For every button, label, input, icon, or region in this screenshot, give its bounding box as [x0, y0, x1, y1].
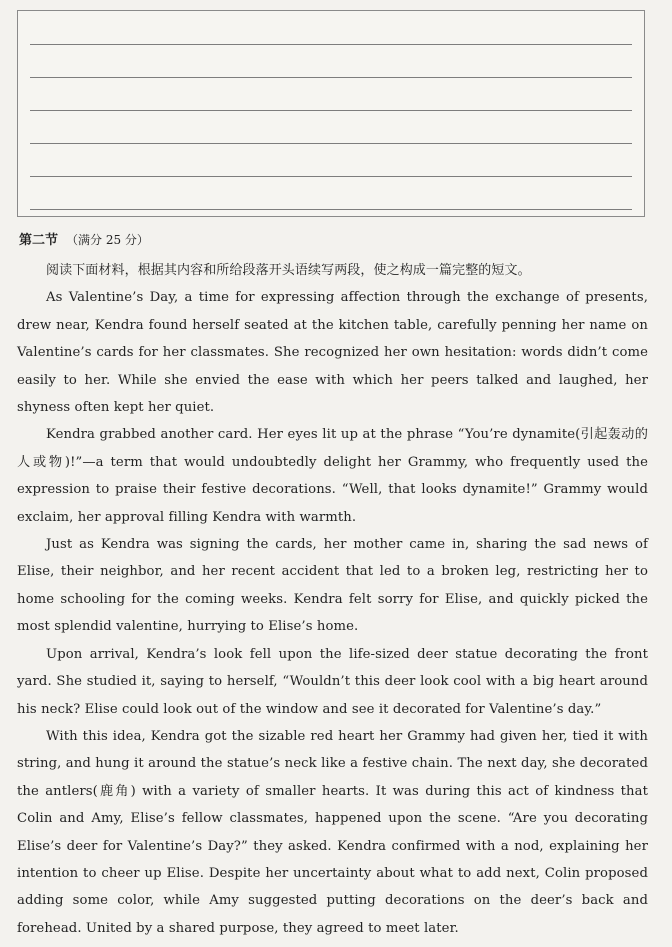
passage-paragraph-5: With this idea, Kendra got the sizable red heart her Grammy had given her, tied it with string, and hung it around the statue’s neck like a festive chain. The next day, she decorated the antlers(鹿角) with a variety of smaller hearts. It was during this act of kindness that Colin and Amy, Elise’s fellow classmates, happened upon the scene. “Are you decorating Elise’s deer for Valentine’s Day?” they asked. Kendra confirmed with a nod, explaining her intention to cheer up Elise. Despite her uncertainty about what to add next, Colin proposed adding some color, while Amy suggested putting decorations on the deer’s back and forehead. United by a shared purpose, they agreed to meet later.	[17, 728, 648, 936]
answer-line	[30, 209, 632, 210]
answer-writing-box[interactable]	[17, 10, 645, 217]
section-title: 第二节	[19, 233, 59, 248]
passage-paragraph-3: Just as Kendra was signing the cards, her mother came in, sharing the sad news of Elise, their neighbor, and her recent accident that led to a broken leg, restricting her to home schooling for the coming weeks. Kendra felt sorry for Elise, and quickly picked the most splendid valentine, hurrying to Elise’s home.	[17, 537, 648, 635]
answer-line	[30, 44, 632, 45]
passage-paragraph-1: As Valentine’s Day, a time for expressing affection through the exchange of presents, drew near, Kendra found herself seated at the kitchen table, carefully penning her name on Valentine’s cards for her classmates. She recognized her own hesitation: words didn’t come easily to her. While she envied the ease with which her peers talked and laughed, her shyness often kept her quiet.	[17, 290, 648, 416]
passage-paragraph-2: Kendra grabbed another card. Her eyes lit up at the phrase “You’re dynamite(引起轰动的人或物)!”—a term that would undoubtedly delight her Grammy, who frequently used the expression to praise their festive decorations. “Well, that looks dynamite!” Grammy would exclaim, her approval filling Kendra with warmth.	[17, 427, 648, 525]
answer-line	[30, 110, 632, 111]
answer-line	[30, 176, 632, 177]
answer-line	[30, 77, 632, 78]
section-heading	[19, 231, 149, 250]
reading-passage	[17, 257, 648, 942]
passage-paragraph-4: Upon arrival, Kendra’s look fell upon the life-sized deer statue decorating the front yard. She studied it, saying to herself, “Wouldn’t this deer look cool with a big heart around his neck? Elise could look out of the window and see it decorated for Valentine’s day.”	[17, 646, 648, 717]
answer-line	[30, 143, 632, 144]
instruction-text: 阅读下面材料，根据其内容和所给段落开头语续写两段，使之构成一篇完整的短文。	[46, 263, 531, 278]
section-score: （满分 25 分）	[66, 233, 149, 247]
